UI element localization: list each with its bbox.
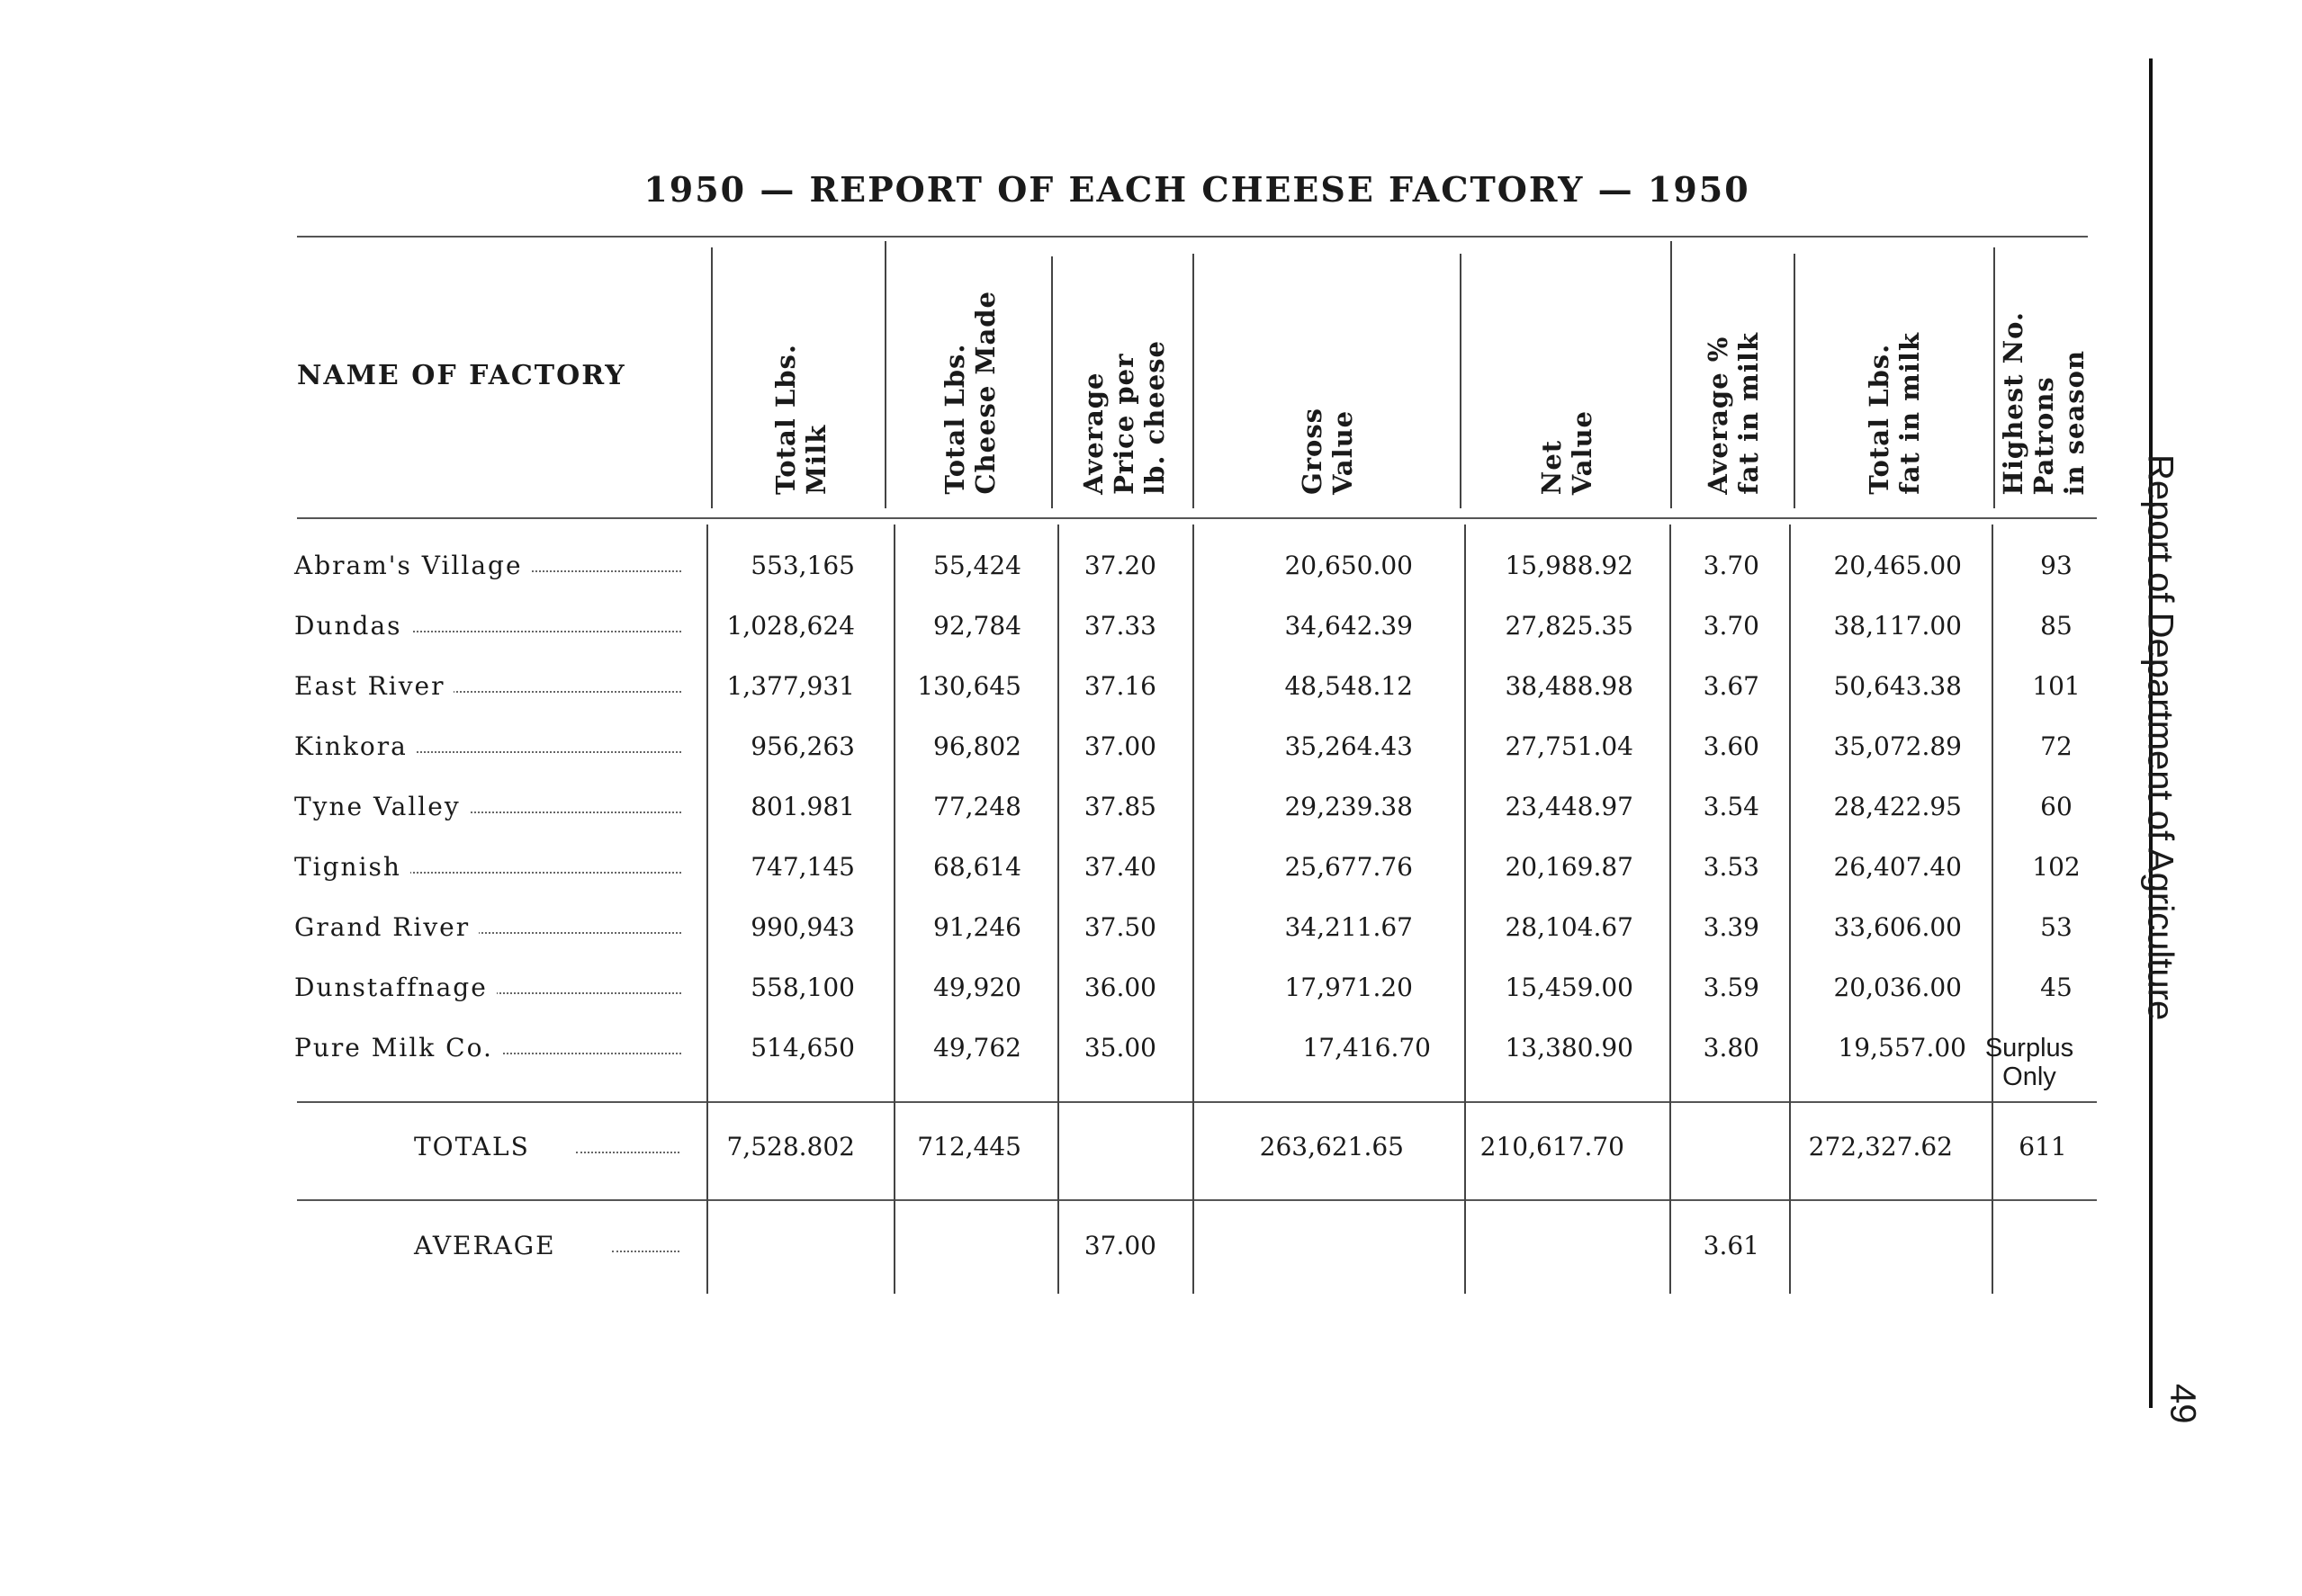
total-milk: 1,028,624 <box>726 611 855 641</box>
total-cheese: 49,920 <box>933 973 1021 1002</box>
net-value: 20,169.87 <box>1505 852 1633 882</box>
average-price: 37.00 <box>1084 731 1156 761</box>
total-cheese-header <box>889 252 1051 495</box>
table-row <box>0 551 2302 596</box>
table-row <box>0 852 2302 897</box>
total-cheese: 68,614 <box>933 852 1021 882</box>
average-price: 37.16 <box>1084 671 1156 701</box>
average-price-value: 37.00 <box>1084 1231 1156 1260</box>
total-milk: 514,650 <box>751 1033 855 1063</box>
table-row <box>0 1033 2302 1091</box>
totals-row <box>0 1132 2302 1177</box>
highest-patrons: 53 <box>2040 912 2073 942</box>
net-value-header-text: Net Value <box>1536 409 1597 495</box>
total-fat: 38,117.00 <box>1833 611 1962 641</box>
header-divider <box>1460 254 1461 508</box>
highest-patrons-header-text: Highest No. Patrons in season <box>1997 310 2090 495</box>
total-cheese: 91,246 <box>933 912 1021 942</box>
net-value-header <box>1464 252 1669 495</box>
total-cheese: 130,645 <box>917 671 1021 701</box>
average-fat: 3.80 <box>1703 1033 1759 1063</box>
side-running-title <box>2133 369 2187 1107</box>
total-fat: 33,606.00 <box>1833 912 1962 942</box>
average-fat: 3.70 <box>1703 551 1759 580</box>
total-fat-header-text: Total Lbs. fat in milk <box>1863 332 1925 495</box>
net-value: 15,988.92 <box>1505 551 1633 580</box>
report-title: 1950 — REPORT OF EACH CHEESE FACTORY — 1950 <box>643 169 1750 210</box>
highest-patrons: 101 <box>2032 671 2081 701</box>
table-row <box>0 731 2302 776</box>
header-divider <box>1670 241 1672 508</box>
average-fat: 3.59 <box>1703 973 1759 1002</box>
highest-patrons: 60 <box>2040 792 2073 821</box>
factory-name: Tyne Valley <box>294 792 470 821</box>
header-divider <box>1192 254 1194 508</box>
header-divider <box>1051 256 1053 508</box>
average-price-header <box>1055 252 1192 495</box>
factory-name: Grand River <box>294 912 479 942</box>
net-value: 28,104.67 <box>1505 912 1633 942</box>
total-milk: 1,377,931 <box>726 671 855 701</box>
highest-patrons: Surplus <box>1984 1034 2074 1063</box>
net-value: 27,751.04 <box>1505 731 1633 761</box>
gross-value: 48,548.12 <box>1284 671 1413 701</box>
total-fat: 28,422.95 <box>1833 792 1962 821</box>
gross-value: 35,264.43 <box>1284 731 1413 761</box>
average-fat-value: 3.61 <box>1703 1231 1759 1260</box>
table-row <box>0 671 2302 716</box>
total-cheese: 96,802 <box>933 731 1021 761</box>
totals-fat: 272,327.62 <box>1808 1132 1953 1161</box>
average-price: 37.85 <box>1084 792 1156 821</box>
total-fat: 20,036.00 <box>1833 973 1962 1002</box>
average-price: 37.40 <box>1084 852 1156 882</box>
net-value: 23,448.97 <box>1505 792 1633 821</box>
totals-gross: 263,621.65 <box>1259 1132 1404 1161</box>
total-fat-header <box>1797 252 1991 495</box>
factory-name: Dunstaffnage <box>294 973 497 1002</box>
total-cheese: 92,784 <box>933 611 1021 641</box>
total-milk-header-text: Total Lbs. Milk <box>770 344 832 495</box>
total-milk: 990,943 <box>751 912 855 942</box>
table-row <box>0 973 2302 1018</box>
highest-patrons-line2: Only <box>2002 1063 2056 1091</box>
highest-patrons: 85 <box>2040 611 2073 641</box>
gross-value: 17,971.20 <box>1284 973 1413 1002</box>
total-cheese: 49,762 <box>933 1033 1021 1063</box>
highest-patrons: 72 <box>2040 731 2073 761</box>
average-price: 37.50 <box>1084 912 1156 942</box>
table-row <box>0 611 2302 656</box>
average-fat: 3.67 <box>1703 671 1759 701</box>
table-row <box>0 912 2302 957</box>
factory-name: Tignish <box>294 852 410 882</box>
totals-cheese: 712,445 <box>917 1132 1021 1161</box>
net-value: 38,488.98 <box>1505 671 1633 701</box>
total-milk: 956,263 <box>751 731 855 761</box>
gross-value-header <box>1197 252 1458 495</box>
totals-net: 210,617.70 <box>1479 1132 1624 1161</box>
total-cheese: 55,424 <box>933 551 1021 580</box>
average-fat: 3.54 <box>1703 792 1759 821</box>
totals-milk: 7,528.802 <box>726 1132 855 1161</box>
total-fat: 20,465.00 <box>1833 551 1962 580</box>
gross-value: 17,416.70 <box>1302 1033 1431 1063</box>
average-fat: 3.60 <box>1703 731 1759 761</box>
rule-top <box>297 236 2088 238</box>
rule-average-top <box>297 1199 2097 1201</box>
gross-value: 25,677.76 <box>1284 852 1413 882</box>
average-fat-header-text: Average % fat in milk <box>1703 332 1764 495</box>
gross-value: 29,239.38 <box>1284 792 1413 821</box>
total-milk: 747,145 <box>751 852 855 882</box>
highest-patrons: 93 <box>2040 551 2073 580</box>
factory-name: Kinkora <box>294 731 417 761</box>
total-fat: 35,072.89 <box>1833 731 1962 761</box>
net-value: 15,459.00 <box>1505 973 1633 1002</box>
highest-patrons: 102 <box>2032 852 2081 882</box>
gross-value: 34,211.67 <box>1284 912 1413 942</box>
page-number <box>2160 1358 2205 1448</box>
average-price-header-text: Average Price per lb. cheese <box>1077 340 1170 495</box>
rule-totals-top <box>297 1101 2097 1103</box>
average-price: 35.00 <box>1084 1033 1156 1063</box>
total-milk: 553,165 <box>751 551 855 580</box>
average-fat: 3.39 <box>1703 912 1759 942</box>
total-cheese: 77,248 <box>933 792 1021 821</box>
factory-name: East River <box>294 671 454 701</box>
table-row <box>0 792 2302 837</box>
factory-name: Abram's Village <box>294 551 532 580</box>
side-running-title-text: Report of Department of Agriculture <box>2140 454 2181 1021</box>
name-of-factory-header: NAME OF FACTORY <box>297 360 626 391</box>
header-divider <box>1794 254 1795 508</box>
gross-value: 20,650.00 <box>1284 551 1413 580</box>
average-price: 37.33 <box>1084 611 1156 641</box>
average-price: 36.00 <box>1084 973 1156 1002</box>
total-fat: 26,407.40 <box>1833 852 1962 882</box>
totals-patrons: 611 <box>2019 1132 2067 1161</box>
total-fat: 50,643.38 <box>1833 671 1962 701</box>
highest-patrons-header <box>1996 252 2091 495</box>
page-number-text: 49 <box>2163 1383 2203 1424</box>
total-milk: 801.981 <box>751 792 855 821</box>
total-cheese-header-text: Total Lbs. Cheese Made <box>940 291 1001 495</box>
total-fat: 19,557.00 <box>1838 1033 1966 1063</box>
header-divider <box>711 247 713 508</box>
gross-value: 34,642.39 <box>1284 611 1413 641</box>
average-row <box>0 1231 2302 1276</box>
totals-label: TOTALS <box>414 1132 530 1161</box>
header-divider <box>1993 247 1995 508</box>
average-label: AVERAGE <box>414 1231 556 1260</box>
average-price: 37.20 <box>1084 551 1156 580</box>
factory-name: Dundas <box>294 611 411 641</box>
average-fat-header <box>1674 252 1793 495</box>
total-milk: 558,100 <box>751 973 855 1002</box>
total-milk-header <box>715 252 886 495</box>
average-fat: 3.53 <box>1703 852 1759 882</box>
gross-value-header-text: Gross Value <box>1297 407 1358 495</box>
rule-header-bottom <box>297 517 2097 519</box>
average-fat: 3.70 <box>1703 611 1759 641</box>
net-value: 13,380.90 <box>1505 1033 1633 1063</box>
net-value: 27,825.35 <box>1505 611 1633 641</box>
highest-patrons: 45 <box>2040 973 2073 1002</box>
factory-name: Pure Milk Co. <box>294 1033 502 1063</box>
